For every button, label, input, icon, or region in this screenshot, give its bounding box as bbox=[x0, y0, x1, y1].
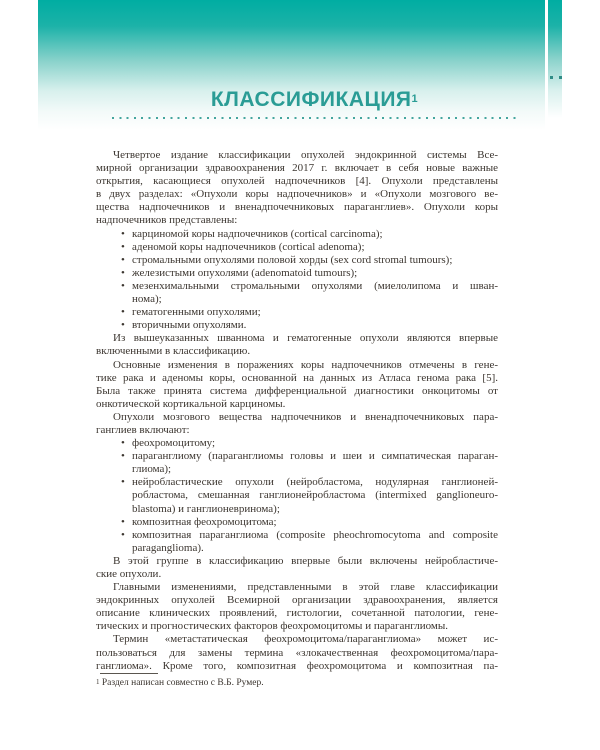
right-margin-strip bbox=[548, 0, 562, 118]
bullet-icon: • bbox=[121, 476, 125, 489]
page-title bbox=[211, 89, 418, 111]
list-item bbox=[96, 306, 498, 319]
page-title-text: КЛАССИФИКАЦИЯ bbox=[210, 88, 412, 111]
list-item bbox=[96, 529, 498, 555]
bullet-list bbox=[96, 228, 498, 333]
bullet-icon: • bbox=[121, 253, 125, 266]
text-line: ганглиома». Кроме того, композитная феохромоцитома и композитная па- bbox=[96, 659, 498, 672]
list-item-text bbox=[132, 228, 498, 241]
title-dotted-rule bbox=[112, 117, 517, 119]
paragraph bbox=[96, 359, 498, 411]
text-line: вторичными опухолями. bbox=[132, 319, 247, 332]
text-line: открытия, касающиеся опухолей надпочечников [4]. Опухоли представлены bbox=[96, 175, 498, 188]
margin-dot-icon bbox=[559, 76, 562, 79]
bullet-icon: • bbox=[121, 515, 125, 528]
list-item bbox=[96, 516, 498, 529]
footnote-rule bbox=[100, 673, 158, 674]
footnote bbox=[96, 677, 498, 689]
bullet-icon: • bbox=[121, 306, 125, 319]
text-line: blastoma) и ганглионевринома); bbox=[132, 502, 280, 515]
text-line: тических и прогностических факторов феохромоцитомы и параганглиомы. bbox=[96, 620, 448, 633]
list-item-text bbox=[132, 529, 498, 555]
text-line: Главными изменениями, представленными в этой главе классификации bbox=[113, 581, 498, 594]
list-item-text bbox=[132, 241, 498, 254]
text-line: тике рака и аденомы коры, основанной на данных из Атласа генома рака [5]. bbox=[96, 371, 498, 384]
list-item bbox=[96, 437, 498, 450]
bullet-icon: • bbox=[121, 319, 125, 332]
text-line: параганглиому (параганглиомы головы и шеи и симпатическая параган- bbox=[132, 450, 498, 463]
list-item-text bbox=[132, 280, 498, 306]
text-line: Термин «метастатическая феохромоцитома/параганглиома» может ис- bbox=[113, 633, 498, 646]
list-item-text bbox=[132, 254, 498, 267]
paragraph bbox=[96, 149, 498, 228]
bullet-icon: • bbox=[121, 279, 125, 292]
text-line: пользоваться для замены термина «злокачественная феохромоцитома/пара- bbox=[96, 646, 498, 659]
text-line: мирной организации здравоохранения 2017 г. включает в себя новые важные bbox=[96, 162, 498, 175]
text-line: гематогенными опухолями; bbox=[132, 306, 261, 319]
list-item bbox=[96, 241, 498, 254]
text-line: надпочечников представлены: bbox=[96, 214, 238, 227]
bullet-icon: • bbox=[121, 528, 125, 541]
text-line: эндокринных опухолей Всемирной организации здравоохранения, является bbox=[96, 594, 498, 607]
text-line: нейробластические опухоли (нейробластома, нодулярная ганглионей- bbox=[132, 476, 498, 489]
text-line: карциномой коры надпочечников (cortical carcinoma); bbox=[132, 227, 383, 240]
text-line: робластома, смешанная ганглионейробластома (intermixed ganglioneuro- bbox=[132, 489, 498, 502]
list-item-text bbox=[132, 476, 498, 515]
text-line: ганглиев включают: bbox=[96, 423, 190, 436]
text-line: paraganglioma). bbox=[132, 541, 204, 554]
content bbox=[96, 149, 498, 673]
bullet-icon: • bbox=[121, 437, 125, 450]
list-item bbox=[96, 319, 498, 332]
text-line: аденомой коры надпочечников (cortical adenoma); bbox=[132, 240, 365, 253]
text-line: Опухоли мозгового вещества надпочечников и вненадпочечниковых пара- bbox=[113, 410, 498, 423]
text-line: ские опухоли. bbox=[96, 568, 162, 580]
list-item-text bbox=[132, 450, 498, 476]
text-line: в двух разделах: «Опухоли коры надпочечников» и «Опухоли мозгового ве- bbox=[96, 188, 498, 201]
text-line: Основные изменения в поражениях коры надпочечников отмечены в гене- bbox=[113, 358, 498, 371]
footnote-marker: 1 bbox=[96, 678, 100, 686]
bullet-icon: • bbox=[121, 227, 125, 240]
list-item bbox=[96, 280, 498, 306]
chapter-title-wrap bbox=[112, 89, 517, 111]
text-line: описание клинических проявлений, гистологии, сочетанной патологии, гене- bbox=[96, 607, 498, 620]
list-item-text bbox=[132, 516, 498, 529]
text-line: мезенхимальными стромальными опухолями (миелолипома и шван- bbox=[132, 279, 498, 292]
footnote-text: Раздел написан совместно с В.Б. Румер. bbox=[99, 678, 264, 688]
margin-dot-icon bbox=[550, 76, 553, 79]
text-line: онкотической кортикальной карциномы. bbox=[96, 397, 286, 410]
text-line: Была также принята система дифференциальной диагностики онкоцитомы от bbox=[96, 384, 498, 397]
text-line: Четвертое издание классификации опухолей эндокринной системы Все- bbox=[113, 149, 498, 161]
list-item bbox=[96, 254, 498, 267]
paragraph bbox=[96, 332, 498, 358]
text-line: В этой группе в классификацию впервые были включены нейробластиче- bbox=[113, 554, 498, 567]
text-line: железистыми опухолями (adenomatoid tumours); bbox=[132, 266, 358, 279]
text-line: щества надпочечников и вненадпочечниковых параганглиев». Опухоли коры bbox=[96, 201, 498, 214]
text-line: нома); bbox=[132, 293, 162, 306]
list-item-text bbox=[132, 437, 498, 450]
list-item bbox=[96, 267, 498, 280]
text-line: композитная параганглиома (composite pheochromocytoma and composite bbox=[132, 528, 498, 541]
text-line: феохромоцитому; bbox=[132, 437, 216, 450]
list-item bbox=[96, 450, 498, 476]
bullet-icon: • bbox=[121, 240, 125, 253]
text-line: глиома); bbox=[132, 463, 172, 476]
paragraph bbox=[96, 555, 498, 581]
paragraph bbox=[96, 581, 498, 633]
paragraph bbox=[96, 411, 498, 437]
paragraph bbox=[96, 633, 498, 672]
list-item-text bbox=[132, 267, 498, 280]
bullet-list bbox=[96, 437, 498, 555]
text-line: Из вышеуказанных шваннома и гематогенные опухоли являются впервые bbox=[113, 332, 498, 345]
list-item-text bbox=[132, 319, 498, 332]
list-item bbox=[96, 228, 498, 241]
list-item bbox=[96, 476, 498, 515]
list-item-text bbox=[132, 306, 498, 319]
page-title-footnote-marker: 1 bbox=[411, 93, 419, 105]
bullet-icon: • bbox=[121, 266, 125, 279]
text-line: включенными в классификацию. bbox=[96, 345, 251, 358]
text-line: композитная феохромоцитома; bbox=[132, 515, 277, 528]
bullet-icon: • bbox=[121, 450, 125, 463]
text-line: стромальными опухолями половой хорды (sex cord stromal tumours); bbox=[132, 253, 453, 266]
